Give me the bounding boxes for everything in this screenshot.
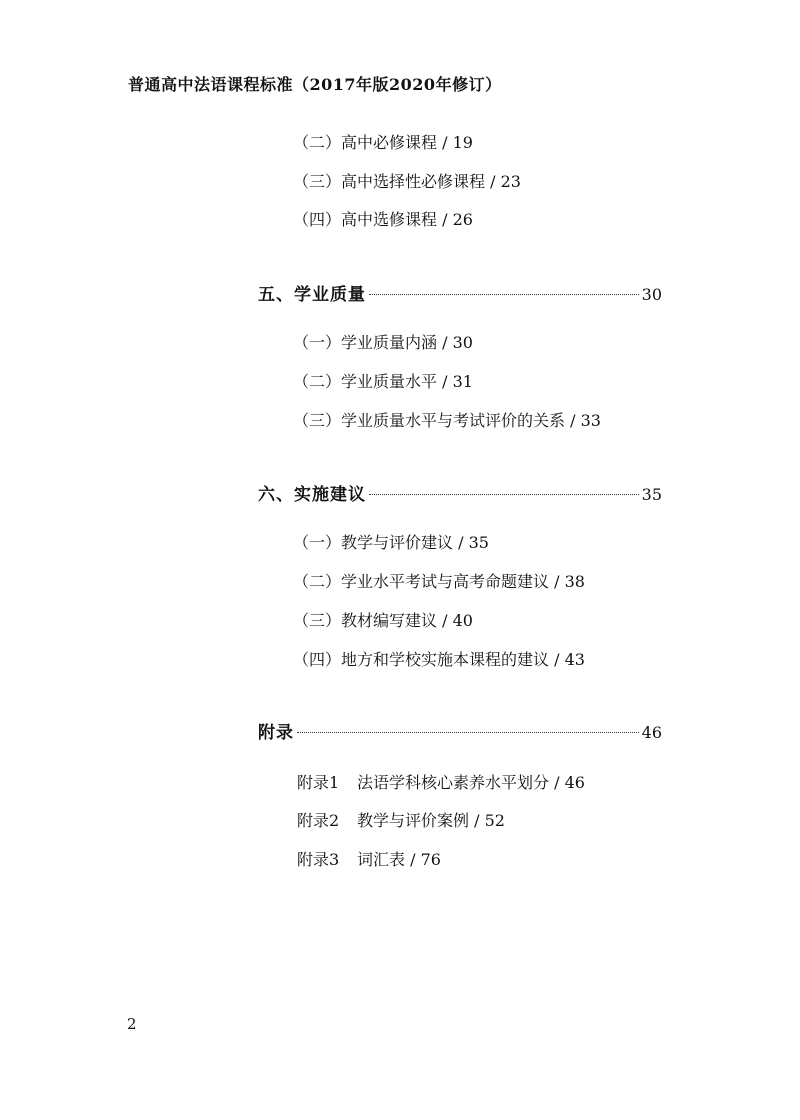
- appendix-label: 附录2: [297, 811, 340, 830]
- section-page-number: 35: [641, 485, 662, 504]
- toc-entry: （四）地方和学校实施本课程的建议 / 43: [293, 650, 585, 669]
- section-page-number: 30: [641, 285, 662, 304]
- section-title: 附录: [258, 723, 294, 743]
- page-number: 2: [127, 1015, 137, 1033]
- toc-entry: （四）高中选修课程 / 26: [293, 210, 473, 229]
- appendix-title: 教学与评价案例 / 52: [357, 811, 505, 830]
- dot-leader: [369, 294, 639, 295]
- dot-leader: [369, 494, 639, 495]
- section-title: 五、学业质量: [258, 285, 366, 305]
- appendix-entry: [297, 847, 441, 870]
- toc-entry: （三）高中选择性必修课程 / 23: [293, 172, 521, 191]
- section-title: 六、实施建议: [258, 485, 366, 505]
- toc-entry: （三）学业质量水平与考试评价的关系 / 33: [293, 411, 601, 430]
- appendix-label: 附录1: [297, 773, 340, 792]
- dot-leader: [297, 732, 639, 733]
- appendix-entry: [297, 770, 585, 793]
- appendix-entry: [297, 808, 505, 831]
- toc-entry: （二）高中必修课程 / 19: [293, 133, 473, 152]
- toc-entry: （一）学业质量内涵 / 30: [293, 333, 473, 352]
- toc-entry: （三）教材编写建议 / 40: [293, 611, 473, 630]
- toc-entry: （二）学业质量水平 / 31: [293, 372, 473, 391]
- section-page-number: 46: [641, 723, 662, 742]
- running-header: 普通高中法语课程标准（2017年版2020年修订）: [128, 75, 502, 94]
- appendix-title: 词汇表 / 76: [357, 850, 441, 869]
- appendix-label: 附录3: [297, 850, 340, 869]
- toc-section-appendix: [258, 718, 662, 743]
- toc-entry: （二）学业水平考试与高考命题建议 / 38: [293, 572, 585, 591]
- appendix-title: 法语学科核心素养水平划分 / 46: [357, 773, 585, 792]
- toc-entry: （一）教学与评价建议 / 35: [293, 533, 489, 552]
- toc-section-academic-quality: [258, 280, 662, 305]
- toc-section-implementation: [258, 480, 662, 505]
